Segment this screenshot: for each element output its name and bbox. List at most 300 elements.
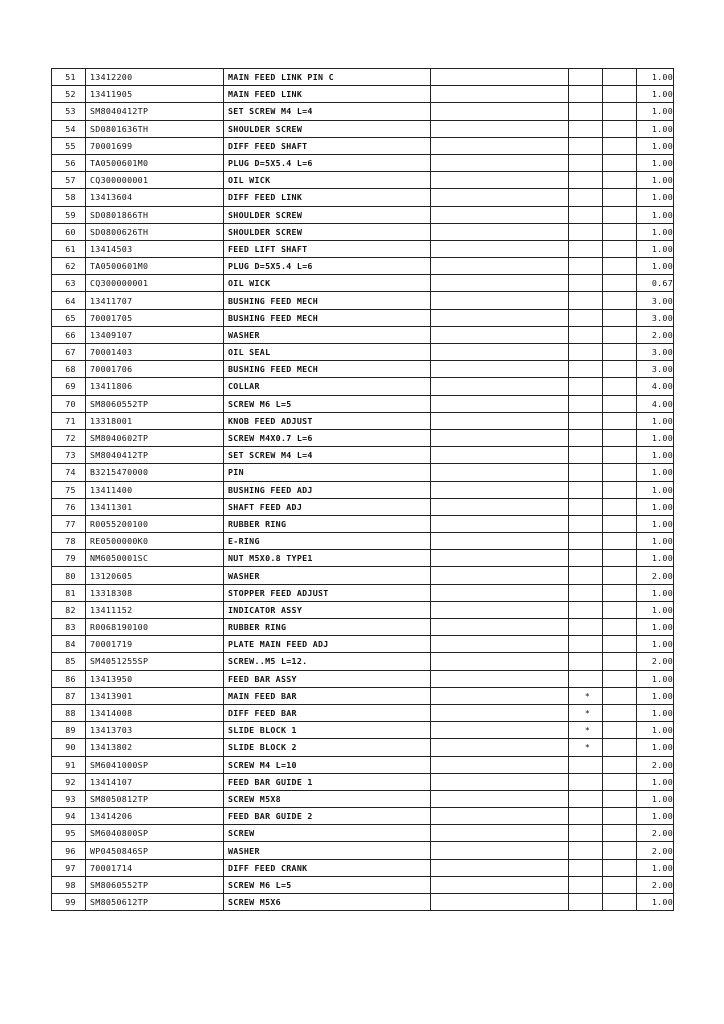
item-number: 80 [52,567,86,584]
mark-cell [569,670,603,687]
table-row [52,842,674,859]
item-number: 71 [52,412,86,429]
blank-cell [431,636,569,653]
blank-cell [603,275,637,292]
blank-cell [603,876,637,893]
parts-list-body [52,69,674,911]
quantity: 1.00 [637,103,674,120]
table-row [52,859,674,876]
blank-cell [431,550,569,567]
quantity: 1.00 [637,481,674,498]
mark-cell [569,172,603,189]
quantity: 1.00 [637,429,674,446]
table-row [52,189,674,206]
table-row [52,808,674,825]
blank-cell [431,567,569,584]
table-row [52,481,674,498]
blank-cell [603,567,637,584]
mark-cell [569,464,603,481]
blank-cell [431,842,569,859]
blank-cell [603,670,637,687]
blank-cell [603,429,637,446]
part-number: 70001719 [86,636,224,653]
table-row [52,515,674,532]
mark-cell [569,344,603,361]
quantity: 1.00 [637,722,674,739]
quantity: 1.00 [637,790,674,807]
part-number: TA0500601M0 [86,154,224,171]
part-description: SHOULDER SCREW [224,206,431,223]
item-number: 72 [52,429,86,446]
part-description: PLATE MAIN FEED ADJ [224,636,431,653]
mark-cell [569,69,603,86]
blank-cell [431,206,569,223]
part-description: RUBBER RING [224,515,431,532]
part-description: RUBBER RING [224,619,431,636]
quantity: 1.00 [637,619,674,636]
part-number: 13318308 [86,584,224,601]
item-number: 60 [52,223,86,240]
mark-cell [569,103,603,120]
quantity: 2.00 [637,326,674,343]
part-description: SHOULDER SCREW [224,120,431,137]
blank-cell [431,790,569,807]
blank-cell [431,498,569,515]
part-description: SCREW..M5 L=12. [224,653,431,670]
table-row [52,876,674,893]
part-number: 13411707 [86,292,224,309]
table-row [52,653,674,670]
blank-cell [603,894,637,911]
blank-cell [603,515,637,532]
blank-cell [431,412,569,429]
blank-cell [603,619,637,636]
blank-cell [431,619,569,636]
part-description: SLIDE BLOCK 2 [224,739,431,756]
table-row [52,223,674,240]
blank-cell [603,464,637,481]
mark-cell [569,240,603,257]
table-row [52,567,674,584]
part-description: WASHER [224,842,431,859]
mark-cell [569,653,603,670]
part-number: 13409107 [86,326,224,343]
part-description: SCREW M6 L=5 [224,395,431,412]
part-number: SM4051255SP [86,653,224,670]
part-number: 13413703 [86,722,224,739]
part-number: 13413950 [86,670,224,687]
table-row [52,704,674,721]
blank-cell [431,704,569,721]
part-number: SM8050612TP [86,894,224,911]
part-number: 13120605 [86,567,224,584]
quantity: 1.00 [637,154,674,171]
item-number: 67 [52,344,86,361]
quantity: 1.00 [637,584,674,601]
table-row [52,103,674,120]
quantity: 1.00 [637,69,674,86]
part-number: SM8060552TP [86,876,224,893]
part-number: SM8040602TP [86,429,224,446]
blank-cell [603,790,637,807]
table-row [52,825,674,842]
quantity: 3.00 [637,292,674,309]
table-row [52,309,674,326]
part-description: PLUG D=5X5.4 L=6 [224,154,431,171]
blank-cell [603,722,637,739]
part-description: MAIN FEED BAR [224,687,431,704]
quantity: 1.00 [637,859,674,876]
blank-cell [603,206,637,223]
quantity: 1.00 [637,739,674,756]
blank-cell [431,344,569,361]
item-number: 87 [52,687,86,704]
table-row [52,773,674,790]
item-number: 69 [52,378,86,395]
mark-cell [569,790,603,807]
part-number: 70001705 [86,309,224,326]
blank-cell [431,584,569,601]
item-number: 79 [52,550,86,567]
mark-cell [569,619,603,636]
part-number: 13413604 [86,189,224,206]
part-number: 13411400 [86,481,224,498]
part-number: CQ300000001 [86,172,224,189]
blank-cell [431,739,569,756]
item-number: 65 [52,309,86,326]
mark-cell [569,498,603,515]
part-description: SET SCREW M4 L=4 [224,447,431,464]
item-number: 77 [52,515,86,532]
blank-cell [603,309,637,326]
mark-cell [569,894,603,911]
quantity: 1.00 [637,670,674,687]
mark-cell [569,86,603,103]
part-description: SCREW M5X8 [224,790,431,807]
blank-cell [603,412,637,429]
mark-cell: * [569,722,603,739]
part-number: 13411152 [86,601,224,618]
item-number: 61 [52,240,86,257]
part-number: 13318001 [86,412,224,429]
quantity: 1.00 [637,206,674,223]
part-description: PIN [224,464,431,481]
item-number: 57 [52,172,86,189]
quantity: 1.00 [637,412,674,429]
item-number: 63 [52,275,86,292]
quantity: 1.00 [637,120,674,137]
part-description: PLUG D=5X5.4 L=6 [224,258,431,275]
mark-cell [569,137,603,154]
mark-cell [569,309,603,326]
blank-cell [603,739,637,756]
table-row [52,550,674,567]
blank-cell [603,189,637,206]
part-number: SD0800626TH [86,223,224,240]
blank-cell [603,69,637,86]
blank-cell [431,189,569,206]
quantity: 4.00 [637,378,674,395]
part-description: SCREW M4 L=10 [224,756,431,773]
part-description: OIL SEAL [224,344,431,361]
part-number: 13411301 [86,498,224,515]
part-description: WASHER [224,326,431,343]
table-row [52,429,674,446]
blank-cell [431,670,569,687]
part-number: 13414503 [86,240,224,257]
part-number: 13413802 [86,739,224,756]
part-number: SM6041000SP [86,756,224,773]
quantity: 3.00 [637,361,674,378]
blank-cell [603,240,637,257]
mark-cell [569,481,603,498]
item-number: 89 [52,722,86,739]
blank-cell [431,258,569,275]
table-row [52,240,674,257]
quantity: 1.00 [637,704,674,721]
part-description: SCREW [224,825,431,842]
part-number: SM6040800SP [86,825,224,842]
blank-cell [431,773,569,790]
quantity: 1.00 [637,636,674,653]
quantity: 1.00 [637,240,674,257]
item-number: 98 [52,876,86,893]
quantity: 1.00 [637,258,674,275]
table-row [52,670,674,687]
table-row [52,894,674,911]
blank-cell [431,240,569,257]
mark-cell [569,636,603,653]
blank-cell [603,601,637,618]
blank-cell [603,344,637,361]
part-number: CQ300000001 [86,275,224,292]
table-row [52,790,674,807]
part-description: FEED LIFT SHAFT [224,240,431,257]
part-number: WP0450846SP [86,842,224,859]
item-number: 94 [52,808,86,825]
blank-cell [603,756,637,773]
table-row [52,344,674,361]
part-description: KNOB FEED ADJUST [224,412,431,429]
mark-cell [569,326,603,343]
item-number: 59 [52,206,86,223]
blank-cell [431,464,569,481]
part-number: NM6050001SC [86,550,224,567]
part-description: BUSHING FEED MECH [224,361,431,378]
part-number: R0055200100 [86,515,224,532]
part-description: STOPPER FEED ADJUST [224,584,431,601]
blank-cell [603,653,637,670]
part-description: SLIDE BLOCK 1 [224,722,431,739]
quantity: 1.00 [637,172,674,189]
blank-cell [603,137,637,154]
table-row [52,601,674,618]
blank-cell [603,103,637,120]
part-number: SD0801866TH [86,206,224,223]
quantity: 1.00 [637,550,674,567]
blank-cell [431,808,569,825]
item-number: 70 [52,395,86,412]
item-number: 74 [52,464,86,481]
blank-cell [431,120,569,137]
blank-cell [603,326,637,343]
blank-cell [603,773,637,790]
mark-cell [569,773,603,790]
quantity: 1.00 [637,894,674,911]
mark-cell: * [569,704,603,721]
table-row [52,292,674,309]
item-number: 54 [52,120,86,137]
part-description: WASHER [224,567,431,584]
blank-cell [603,550,637,567]
table-row [52,86,674,103]
item-number: 51 [52,69,86,86]
mark-cell [569,378,603,395]
part-description: FEED BAR ASSY [224,670,431,687]
table-row [52,619,674,636]
mark-cell [569,429,603,446]
part-number: 13414206 [86,808,224,825]
part-number: 70001403 [86,344,224,361]
item-number: 53 [52,103,86,120]
blank-cell [603,808,637,825]
item-number: 84 [52,636,86,653]
part-description: INDICATOR ASSY [224,601,431,618]
mark-cell [569,120,603,137]
quantity: 2.00 [637,842,674,859]
table-row [52,120,674,137]
item-number: 86 [52,670,86,687]
item-number: 97 [52,859,86,876]
blank-cell [431,481,569,498]
blank-cell [431,653,569,670]
part-description: MAIN FEED LINK [224,86,431,103]
blank-cell [431,223,569,240]
item-number: 82 [52,601,86,618]
quantity: 1.00 [637,223,674,240]
mark-cell [569,258,603,275]
part-description: OIL WICK [224,275,431,292]
item-number: 52 [52,86,86,103]
part-description: FEED BAR GUIDE 2 [224,808,431,825]
blank-cell [603,120,637,137]
part-description: NUT M5X0.8 TYPE1 [224,550,431,567]
quantity: 1.00 [637,137,674,154]
table-row [52,361,674,378]
table-row [52,69,674,86]
blank-cell [431,172,569,189]
part-description: SHAFT FEED ADJ [224,498,431,515]
part-number: 13411905 [86,86,224,103]
mark-cell [569,275,603,292]
part-description: COLLAR [224,378,431,395]
table-row [52,447,674,464]
mark-cell [569,292,603,309]
mark-cell [569,601,603,618]
quantity: 2.00 [637,876,674,893]
blank-cell [431,326,569,343]
blank-cell [603,395,637,412]
blank-cell [431,447,569,464]
table-row [52,206,674,223]
parts-list-table [51,68,674,911]
blank-cell [603,498,637,515]
quantity: 1.00 [637,447,674,464]
table-row [52,636,674,653]
item-number: 96 [52,842,86,859]
part-description: SHOULDER SCREW [224,223,431,240]
quantity: 1.00 [637,515,674,532]
part-description: SCREW M5X6 [224,894,431,911]
mark-cell [569,206,603,223]
table-row [52,687,674,704]
quantity: 2.00 [637,756,674,773]
table-row [52,739,674,756]
mark-cell [569,361,603,378]
item-number: 90 [52,739,86,756]
table-row [52,498,674,515]
part-number: TA0500601M0 [86,258,224,275]
mark-cell [569,550,603,567]
mark-cell [569,825,603,842]
blank-cell [603,361,637,378]
blank-cell [431,69,569,86]
blank-cell [431,275,569,292]
blank-cell [431,515,569,532]
part-description: DIFF FEED BAR [224,704,431,721]
part-description: DIFF FEED SHAFT [224,137,431,154]
item-number: 93 [52,790,86,807]
blank-cell [603,704,637,721]
mark-cell [569,395,603,412]
quantity: 3.00 [637,344,674,361]
item-number: 76 [52,498,86,515]
mark-cell [569,447,603,464]
item-number: 55 [52,137,86,154]
item-number: 75 [52,481,86,498]
quantity: 2.00 [637,653,674,670]
mark-cell [569,808,603,825]
blank-cell [431,395,569,412]
blank-cell [603,292,637,309]
blank-cell [431,154,569,171]
mark-cell [569,584,603,601]
item-number: 78 [52,533,86,550]
blank-cell [603,172,637,189]
blank-cell [431,533,569,550]
quantity: 1.00 [637,498,674,515]
part-number: SM8040412TP [86,447,224,464]
quantity: 1.00 [637,86,674,103]
table-row [52,722,674,739]
part-description: SCREW M4X0.7 L=6 [224,429,431,446]
item-number: 92 [52,773,86,790]
part-number: SD0801636TH [86,120,224,137]
quantity: 2.00 [637,825,674,842]
quantity: 1.00 [637,601,674,618]
mark-cell [569,756,603,773]
blank-cell [603,687,637,704]
table-row [52,378,674,395]
table-row [52,258,674,275]
blank-cell [603,481,637,498]
part-number: 70001714 [86,859,224,876]
part-description: DIFF FEED CRANK [224,859,431,876]
item-number: 73 [52,447,86,464]
part-number: SM8060552TP [86,395,224,412]
part-description: FEED BAR GUIDE 1 [224,773,431,790]
part-description: E-RING [224,533,431,550]
